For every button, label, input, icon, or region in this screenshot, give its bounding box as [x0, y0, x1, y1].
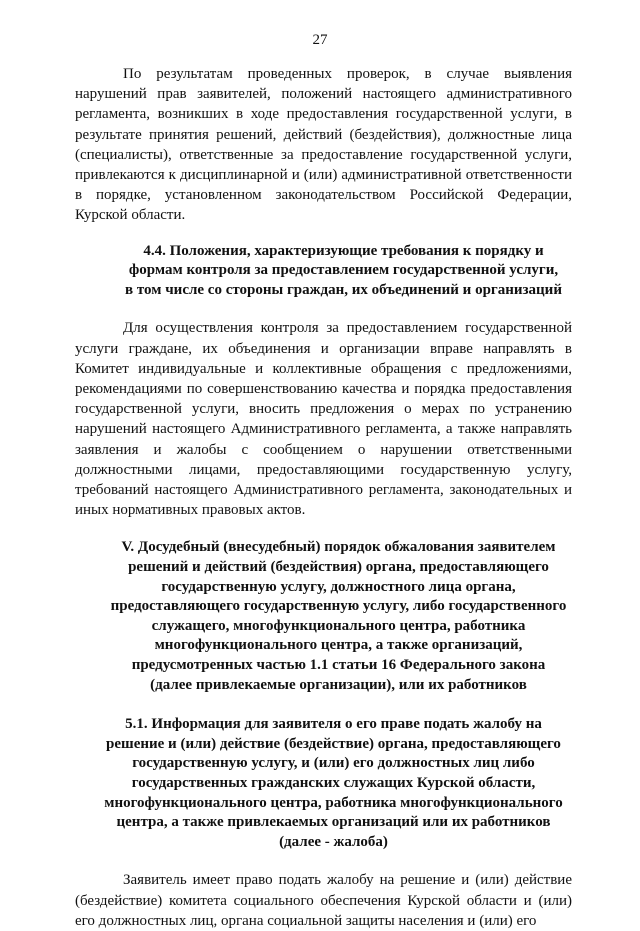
section-heading-5-1: 5.1. Информация для заявителя о его праве подать жалобу на решение и (или) действие (бездействие) органа, предоставляющего государственную услугу, и (или) его должностных лиц либо государственных гражданских служащих Курской области, многофункционального центра, работника многофункционального центра, а также привлекаемых организаций или их работников (далее - жалоба) [104, 716, 563, 850]
paragraph-citizen-control: Для осуществления контроля за предоставлением государственной услуги граждане, их объединения и организации вправе направлять в Комитет индивидуальные и коллективные обращения с предложениями, рекомендациями по совершенствованию качества и порядка предоставления государственной услуги, вносить предложения о мерах по устранению нарушений настоящего Административного регламента, а также направлять заявления и жалобы с сообщением о нарушении ответственными должностными лицами, предоставляющими государственную услугу, требований настоящего Административного регламента, законодательных и иных нормативных правовых актов. [75, 320, 572, 519]
paragraph-complaint-right: Заявитель имеет право подать жалобу на решение и (или) действие (бездействие) комитета социального обеспечения Курской области и (или) его должностных лиц, органа социальной защиты населения и (или) его [75, 872, 572, 929]
paragraph-inspection-results: По результатам проведенных проверок, в случае выявления нарушений прав заявителей, положений настоящего административного регламента, возникших в ходе предоставления государственной услуги, в результате принятия решений, действий (бездействия), должностные лица (специалисты), ответственные за предоставление государственной услуги, привлекаются к дисциплинарной и (или) административной ответственности в порядке, установленном законодательством Российской Федерации, Курской области. [75, 66, 572, 224]
page-content [75, 56, 572, 931]
section-heading-v: V. Досудебный (внесудебный) порядок обжалования заявителем решений и действий (бездействия) органа, предоставляющего государственную услугу, должностного лица органа, предоставляющего государственную услугу, либо государственного служащего, многофункционального центра, работника многофункционального центра, а также организаций, предусмотренных частью 1.1 статьи 16 Федерального закона (далее привлекаемые организации), или их работников [110, 539, 567, 693]
page-number: 27 [312, 32, 328, 48]
section-heading-4-4: 4.4. Положения, характеризующие требования к порядку и формам контроля за предоставлением государственной услуги, в том числе со стороны граждан, их объединений и организаций [125, 242, 562, 298]
